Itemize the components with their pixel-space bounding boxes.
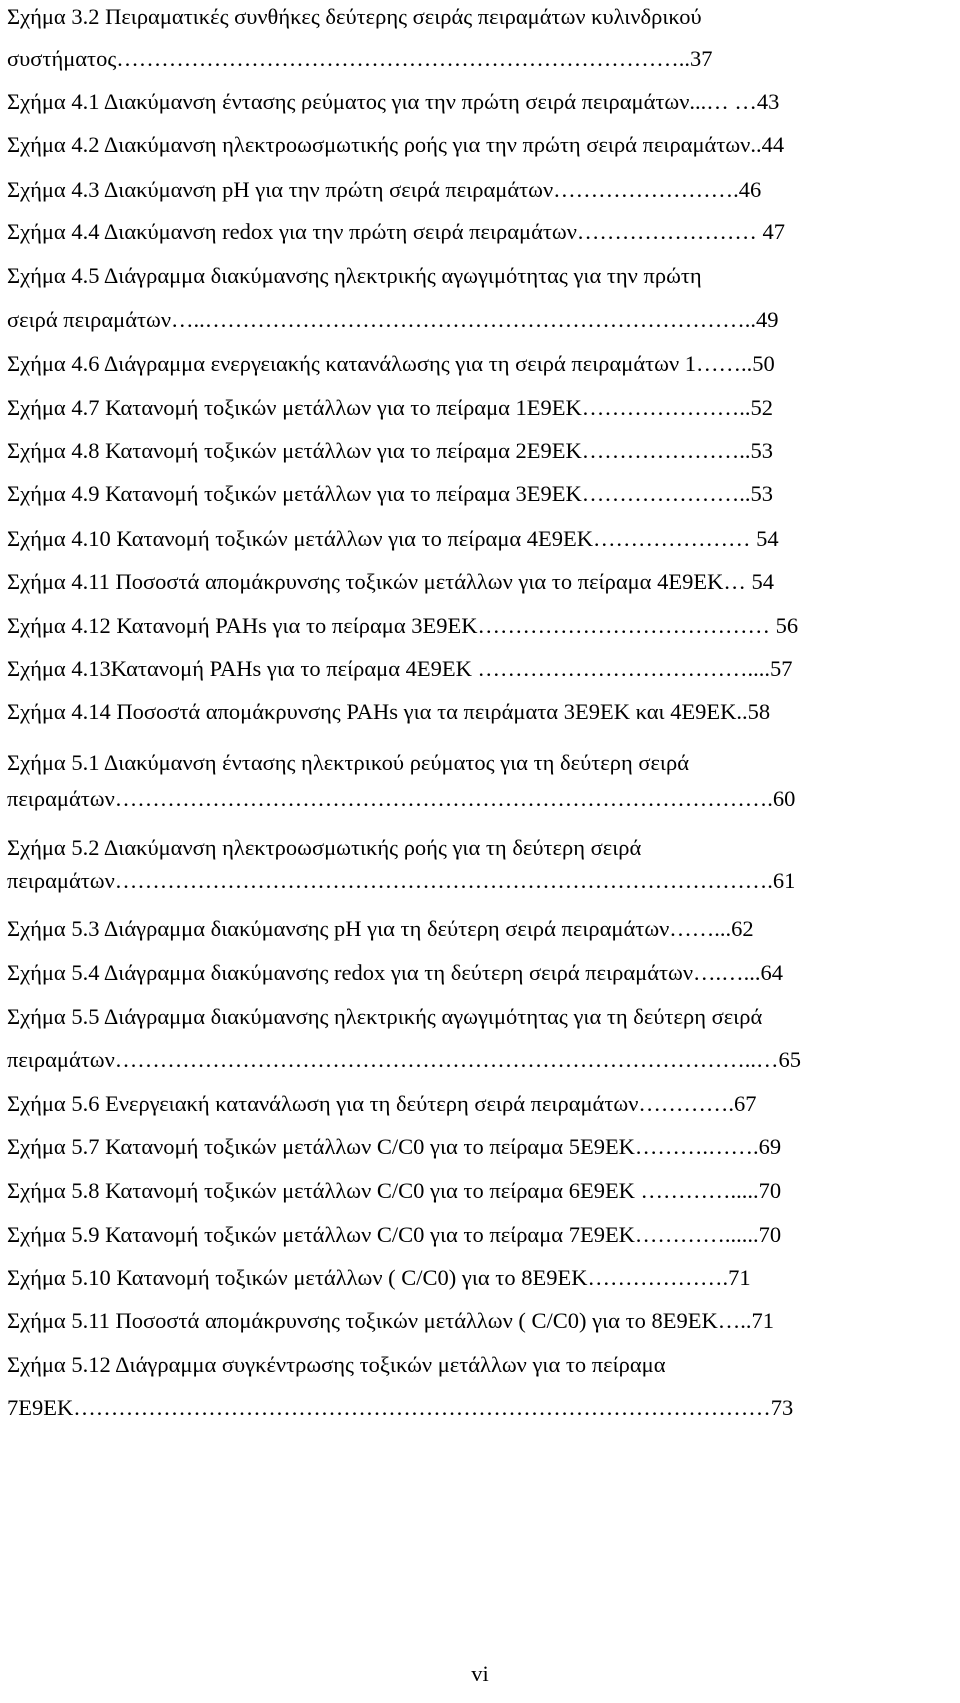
toc-line: Σχήμα 5.2 Διακύμανση ηλεκτροωσμωτικής ροής για τη δεύτερη σειρά	[7, 835, 642, 860]
toc-line: Σχήμα 5.4 Διάγραμμα διακύμανσης redox για τη δεύτερη σειρά πειραμάτων….…...64	[7, 960, 784, 985]
toc-line: Σχήμα 5.5 Διάγραμμα διακύμανσης ηλεκτρικής αγωγιμότητας για τη δεύτερη σειρά	[7, 1004, 763, 1029]
toc-line: Σχήμα 4.11 Ποσοστά απομάκρυνσης τοξικών μετάλλων για το πείραμα 4Ε9ΕΚ… 54	[7, 569, 774, 594]
toc-line: σειρά πειραμάτων…..………………………………………………………………..49	[7, 307, 779, 332]
page-number: vi	[471, 1661, 489, 1686]
toc-line: Σχήμα 4.4 Διακύμανση redox για την πρώτη σειρά πειραμάτων…………………… 47	[7, 219, 786, 244]
toc-line: πειραμάτων…………………………………………………………………………….61	[7, 868, 796, 893]
toc-line: Σχήμα 4.1 Διακύμανση έντασης ρεύματος για την πρώτη σειρά πειραμάτων...… …43	[7, 89, 780, 114]
toc-line: Σχήμα 5.7 Κατανομή τοξικών μετάλλων C/C0 για το πείραμα 5Ε9ΕΚ……….…….69	[7, 1134, 782, 1159]
toc-line: Σχήμα 5.11 Ποσοστά απομάκρυνσης τοξικών μετάλλων ( C/C0) για το 8Ε9ΕΚ…..71	[7, 1308, 774, 1333]
toc-line: Σχήμα 4.9 Κατανομή τοξικών μετάλλων για το πείραμα 3Ε9ΕΚ…………………..53	[7, 481, 774, 506]
toc-line: Σχήμα 5.9 Κατανομή τοξικών μετάλλων C/C0 για το πείραμα 7Ε9ΕΚ…………......70	[7, 1222, 782, 1247]
toc-line: Σχήμα 4.14 Ποσοστά απομάκρυνσης PAHs για τα πειράματα 3Ε9ΕΚ και 4Ε9ΕΚ..58	[7, 699, 771, 724]
toc-line: πειραμάτων…………………………………………………………………………….60	[7, 786, 796, 811]
toc-line: Σχήμα 4.13Κατανομή PAHs για το πείραμα 4Ε9ΕΚ ………………………………....57	[7, 656, 793, 681]
toc-line: Σχήμα 5.3 Διάγραμμα διακύμανσης pH για τη δεύτερη σειρά πειραμάτων……...62	[7, 916, 754, 941]
toc-line: Σχήμα 5.8 Κατανομή τοξικών μετάλλων C/C0 για το πείραμα 6Ε9ΕΚ ………….....70	[7, 1178, 782, 1203]
toc-line: 7Ε9ΕΚ…………………………………………………………………………………73	[7, 1395, 794, 1420]
toc-line: Σχήμα 4.5 Διάγραμμα διακύμανσης ηλεκτρικής αγωγιμότητας για την πρώτη	[7, 263, 702, 288]
toc-line: Σχήμα 5.6 Ενεργειακή κατανάλωση για τη δεύτερη σειρά πειραμάτων………….67	[7, 1091, 757, 1116]
toc-line: Σχήμα 5.1 Διακύμανση έντασης ηλεκτρικού ρεύματος για τη δεύτερη σειρά	[7, 750, 689, 775]
toc-line: Σχήμα 4.2 Διακύμανση ηλεκτροωσμωτικής ροής για την πρώτη σειρά πειραμάτων..44	[7, 132, 785, 157]
toc-line: Σχήμα 4.10 Κατανομή τοξικών μετάλλων για το πείραμα 4Ε9ΕΚ………………… 54	[7, 526, 779, 551]
toc-line: Σχήμα 3.2 Πειραματικές συνθήκες δεύτερης σειράς πειραμάτων κυλινδρικού	[7, 4, 702, 29]
toc-line: Σχήμα 4.8 Κατανομή τοξικών μετάλλων για το πείραμα 2Ε9ΕΚ…………………..53	[7, 438, 774, 463]
toc-line: Σχήμα 4.12 Κατανομή PAHs για το πείραμα 3Ε9ΕΚ………………………………… 56	[7, 613, 799, 638]
toc-line: Σχήμα 4.7 Κατανομή τοξικών μετάλλων για το πείραμα 1Ε9ΕΚ…………………..52	[7, 395, 774, 420]
toc-line: Σχήμα 5.12 Διάγραμμα συγκέντρωσης τοξικών μετάλλων για το πείραμα	[7, 1352, 666, 1377]
toc-line: Σχήμα 5.10 Κατανομή τοξικών μετάλλων ( C/C0) για το 8Ε9ΕΚ……………….71	[7, 1265, 751, 1290]
toc-line: Σχήμα 4.3 Διακύμανση pH για την πρώτη σειρά πειραμάτων…………………….46	[7, 177, 762, 202]
toc-line: Σχήμα 4.6 Διάγραμμα ενεργειακής κατανάλωσης για τη σειρά πειραμάτων 1……..50	[7, 351, 775, 376]
toc-line: συστήματος…………………………………………………………………..37	[7, 46, 713, 71]
toc-line: πειραμάτων…………………………………………………………………………..…65	[7, 1047, 802, 1072]
